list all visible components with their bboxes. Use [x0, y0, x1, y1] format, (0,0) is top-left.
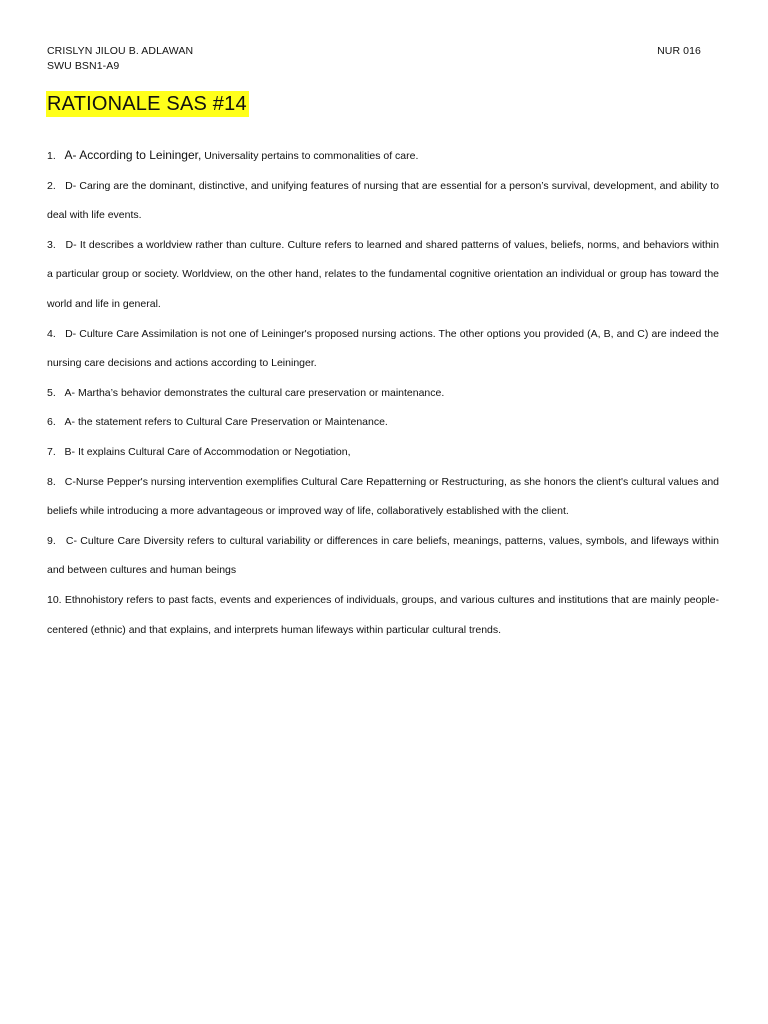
rationale-item-8 — [47, 468, 719, 527]
rationale-item-10 — [47, 586, 719, 645]
document-header — [47, 44, 701, 74]
item-number: 6. — [47, 416, 56, 429]
rationale-item-1 — [47, 141, 719, 172]
item-text: A- the statement refers to Cultural Care Preservation or Maintenance. — [64, 416, 388, 429]
item-number: 2. — [47, 179, 56, 192]
rationale-item-7 — [47, 438, 719, 468]
item-text: C- Culture Care Diversity refers to cultural variability or differences in care beliefs, meanings, patterns, values, symbols, and lifeways within and between cultures and human beings — [47, 534, 719, 577]
rationale-item-4 — [47, 320, 719, 379]
title-block — [46, 91, 249, 117]
item-number: 3. — [47, 238, 56, 251]
item-text: D- It describes a worldview rather than culture. Culture refers to learned and shared patterns of values, beliefs, norms, and behaviors within a particular group or society. Worldview, on the other hand, relates to the fundamental cognitive orientation an individual or group has toward the world and life in general. — [47, 238, 719, 310]
item-number: 10. — [47, 593, 62, 606]
rationale-item-2 — [47, 172, 719, 231]
course-code: NUR 016 — [657, 45, 701, 57]
item-text: C-Nurse Pepper's nursing intervention exemplifies Cultural Care Repatterning or Restructuring, as she honors the client's cultural values and beliefs while introducing a more advantageous or improved way of life, collaboratively established with the client. — [47, 475, 719, 518]
document-title: RATIONALE SAS #14 — [47, 93, 247, 115]
item-text: D- Culture Care Assimilation is not one of Leininger's proposed nursing actions. The other options you provided (A, B, and C) are indeed the nursing care decisions and actions according to Leininger. — [47, 327, 719, 370]
item-number: 4. — [47, 327, 56, 340]
item-number: 1. — [47, 150, 56, 162]
rationale-item-3 — [47, 231, 719, 320]
rationale-list — [47, 141, 719, 645]
item-text: Ethnohistory refers to past facts, events and experiences of individuals, groups, and various cultures and institutions that are mainly people-centered (ethnic) and that explains, and interprets human lifeways within particular cultural trends. — [47, 593, 719, 636]
item-lead: A- According to Leininger, — [64, 148, 202, 162]
item-number: 8. — [47, 475, 56, 488]
item-number: 7. — [47, 445, 56, 458]
rationale-item-9 — [47, 527, 719, 586]
student-name: CRISLYN JILOU B. ADLAWAN — [47, 45, 194, 57]
rationale-item-5 — [47, 379, 719, 409]
item-text: B- It explains Cultural Care of Accommodation or Negotiation, — [64, 445, 351, 458]
rationale-item-6 — [47, 408, 719, 438]
item-text: A- Martha’s behavior demonstrates the cultural care preservation or maintenance. — [64, 386, 445, 399]
header-row-top — [47, 44, 701, 59]
header-row-bottom — [47, 59, 701, 74]
item-text: D- Caring are the dominant, distinctive, and unifying features of nursing that are essential for a person’s survival, development, and ability to deal with life events. — [47, 179, 719, 222]
item-text: Universality pertains to commonalities of care. — [201, 150, 419, 162]
item-number: 5. — [47, 386, 56, 399]
item-number: 9. — [47, 534, 56, 547]
student-section: SWU BSN1-A9 — [47, 60, 120, 72]
